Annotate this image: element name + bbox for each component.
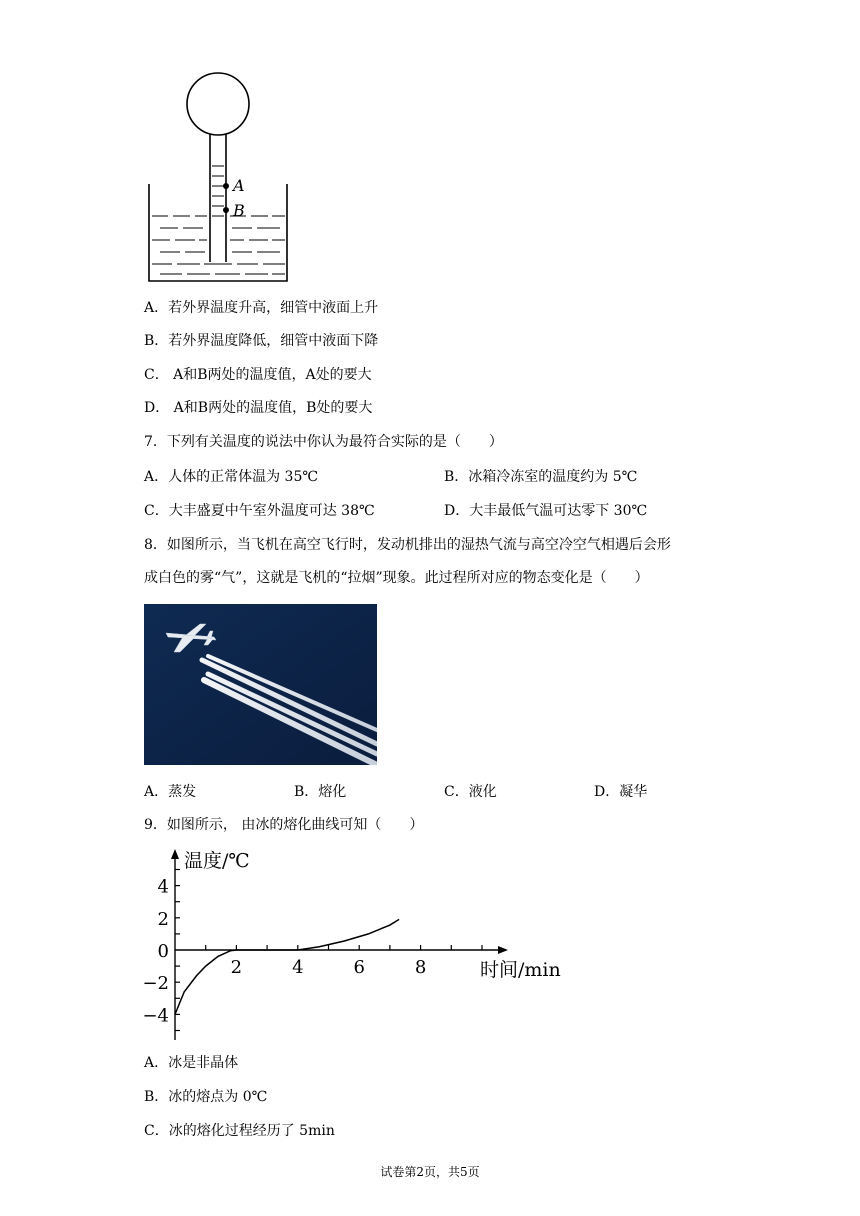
y-tick-label: 0 [157, 941, 169, 962]
q6-option-c: C． A和B两处的温度值，A处的要大 [144, 367, 372, 383]
q9-stem: 9．如图所示， 由冰的熔化曲线可知（ ） [144, 817, 424, 833]
x-tick-label: 8 [414, 957, 427, 978]
y-tick-label: −2 [142, 973, 169, 995]
q9-option-b: B．冰的熔点为 0℃ [144, 1089, 268, 1105]
q9-option-a: A．冰是非晶体 [144, 1055, 239, 1071]
y-axis-arrow [171, 849, 179, 859]
q8-option-b: B．熔化 [294, 784, 347, 800]
q8-stem-line2: 成白色的雾“气”，这就是飞机的“拉烟”现象。此过程所对应的物态变化是（ ） [144, 570, 649, 586]
y-tick-label: 4 [157, 876, 169, 898]
ice-melting-chart [140, 845, 570, 1050]
q8-options [144, 782, 704, 802]
q7-option-a: A．人体的正常体温为 35℃ [144, 469, 319, 485]
q9-option-c: C．冰的熔化过程经历了 5min [144, 1123, 335, 1139]
thermometer-diagram [140, 70, 300, 285]
y-tick-label: 2 [157, 908, 169, 930]
label-b: B [233, 201, 245, 220]
q7-option-c: C．大丰盛夏中午室外温度可达 38℃ [144, 503, 375, 519]
x-tick-label: 2 [230, 957, 243, 978]
q8-option-c: C．液化 [444, 784, 497, 800]
q8-stem-line1: 8．如图所示，当飞机在高空飞行时，发动机排出的湿热气流与高空冷空气相遇后会形 [144, 537, 671, 553]
x-axis-label: 时间/min [480, 959, 561, 981]
q6-option-a: A．若外界温度升高，细管中液面上升 [144, 300, 379, 316]
x-axis-arrow [498, 946, 508, 954]
point-b [223, 207, 229, 213]
x-tick-label: 4 [292, 957, 304, 978]
airplane-contrail-photo [144, 604, 377, 765]
q7-stem: 7．下列有关温度的说法中你认为最符合实际的是（ ） [144, 434, 503, 450]
melting-curve-segment-1 [175, 950, 236, 1014]
q6-option-b: B．若外界温度降低，细管中液面下降 [144, 333, 379, 349]
q6-option-d: D． A和B两处的温度值，B处的要大 [144, 400, 373, 416]
y-axis-label: 温度/℃ [184, 850, 250, 872]
label-a: A [233, 176, 245, 195]
y-tick-label: −4 [142, 1005, 169, 1027]
page-footer: 试卷第2页，共5页 [380, 1165, 480, 1179]
melting-curve-segment-3 [298, 919, 399, 950]
x-tick-label: 6 [353, 957, 365, 978]
q7-option-d: D．大丰最低气温可达零下 30℃ [444, 503, 648, 519]
q8-option-d: D．凝华 [594, 784, 648, 800]
point-a [223, 183, 229, 189]
q8-option-a: A．蒸发 [144, 784, 197, 800]
q7-option-b: B．冰箱冷冻室的温度约为 5℃ [444, 469, 638, 485]
